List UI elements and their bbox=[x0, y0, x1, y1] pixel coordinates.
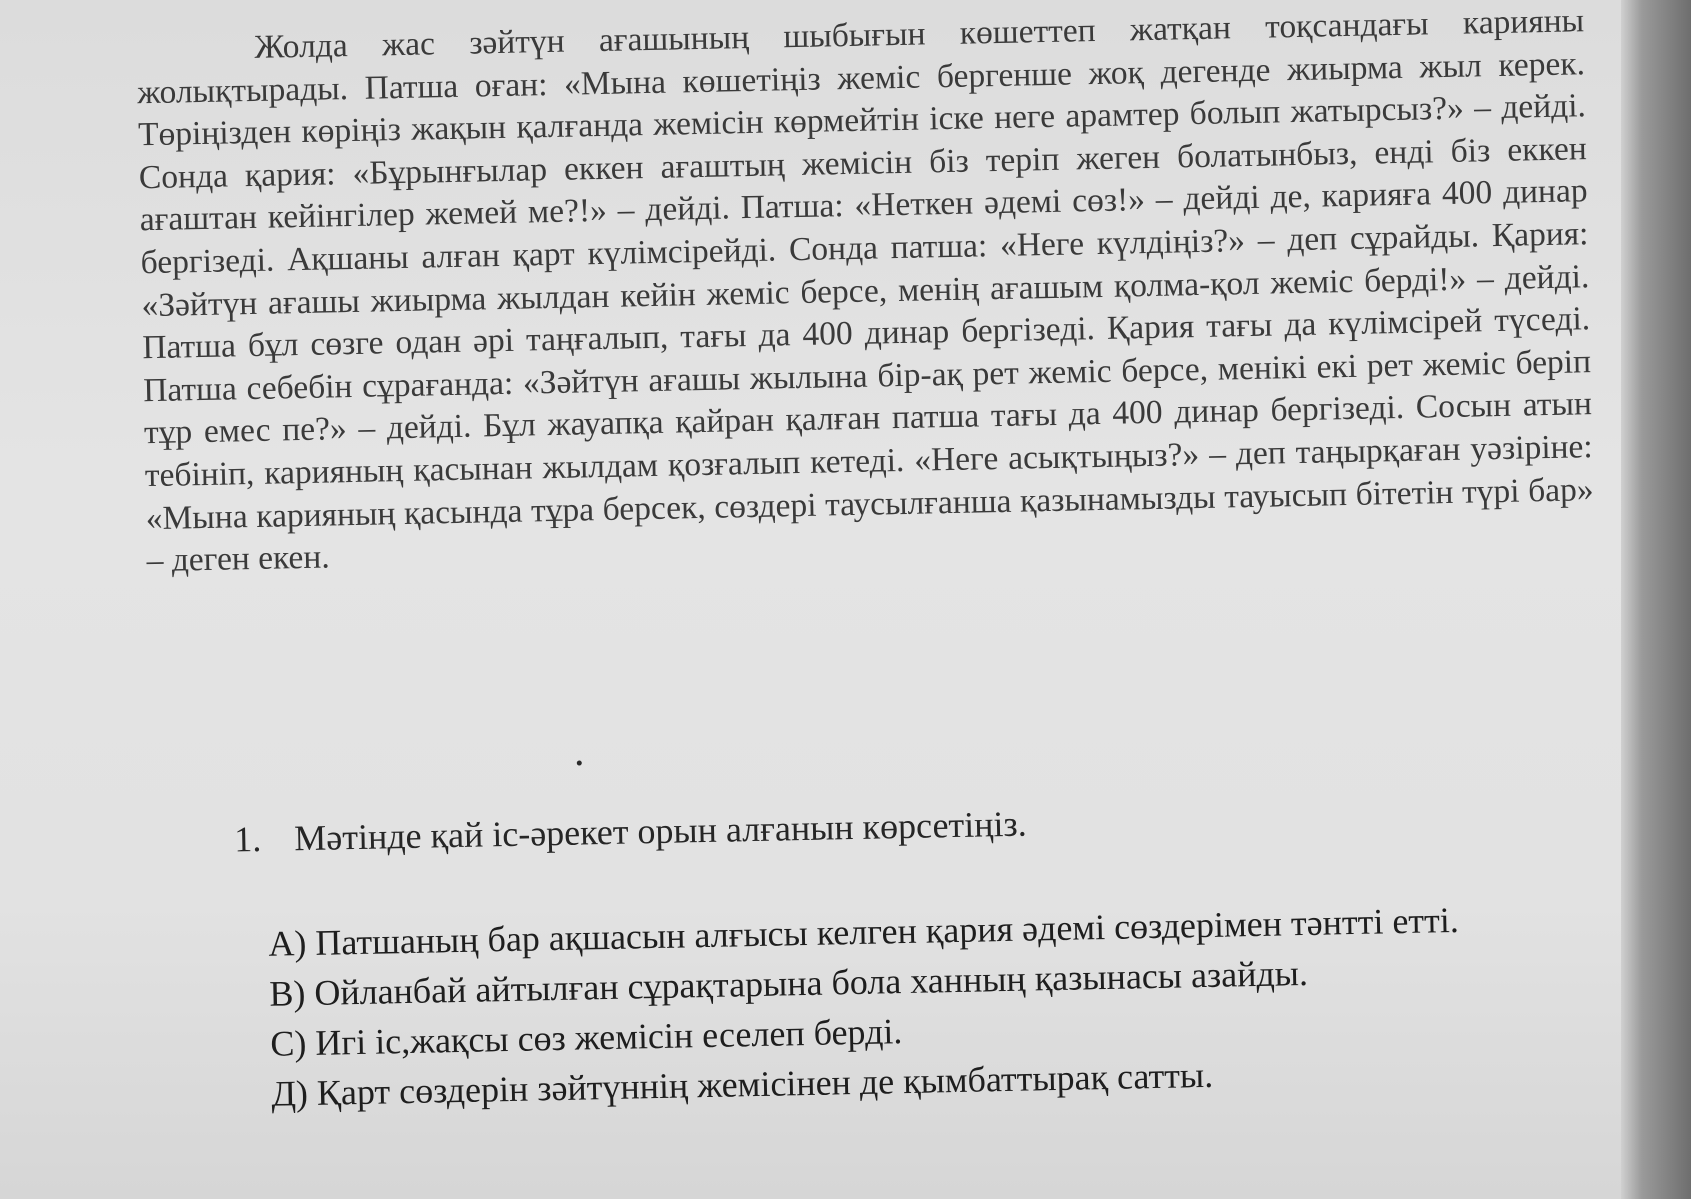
option-b: В) Ойланбай айтылған сұрақтарына бола ханның қазынасы азайды. bbox=[268, 952, 1309, 1014]
question-text: Мәтінде қай іс-әрекет орын алғанын көрсетіңіз. bbox=[293, 803, 1028, 859]
reading-passage: Жолда жас зәйтүн ағашының шыбығын көшеттеп жатқан тоқсандағы карияны жолықтырады. Патша оған: «Мына көшетіңіз жеміс бергенше жоқ дегенде жиырма жыл керек. Төріңізден көріңіз жақын қалғанда жемісін көрмейтін іске неге арамтер болып жатырсыз?» – дейді. Сонда қария: «Бұрынғылар еккен ағаштың жемісін біз теріп жеген болатынбыз, енді біз еккен ағаштан кейінгілер жемей ме?!» – дейді. Патша: «Неткен әдемі сөз!» – дейді де, карияға 400 динар бергізеді. Ақшаны алған қарт күлімсірейді. Сонда патша: «Неге күлдіңіз?» – деп сұрайды. Қария: «Зәйтүн ағашы жиырма жылдан кейін жеміс берсе, менің ағашым қолма-қол жеміс берді!» – дейді. Патша бұл сөзге одан әрі таңғалып, тағы да 400 динар бергізеді. Қария тағы да күлімсірей түседі. Патша себебін сұрағанда: «Зәйтүн ағашы жылына бір-ақ рет жеміс берсе, менікі екі рет жеміс беріп тұр емес пе?» – дейді. Бұл жауапқа қайран қалған патша тағы да 400 динар бергізеді. Сосын атын тебініп, карияның қасынан жылдам қозғалып кетеді. «Неге асықтыңыз?» – деп таңырқаған уәзіріне: «Мына карияның қасында тұра берсек, сөздері таусылғанша қазынамызды тауысып бітетін түрі бар» – деген екен. bbox=[136, 2, 1594, 580]
option-a: А) Патшаның бар ақшасын алғысы келген қария әдемі сөздерімен тәнтті етті. bbox=[267, 899, 1460, 964]
option-d: Д) Қарт сөздерін зәйтүннің жемісінен де қымбаттырақ сатты. bbox=[270, 1054, 1214, 1114]
paper-shadow-edge bbox=[1621, 0, 1691, 1199]
answer-options bbox=[268, 893, 1562, 1119]
question-number: 1. bbox=[233, 818, 262, 860]
ink-dot bbox=[577, 760, 582, 765]
question-1 bbox=[234, 793, 1435, 861]
option-c: С) Игі іс,жақсы сөз жемісін еселеп берді. bbox=[269, 1011, 903, 1064]
document-page bbox=[100, 0, 1643, 1190]
